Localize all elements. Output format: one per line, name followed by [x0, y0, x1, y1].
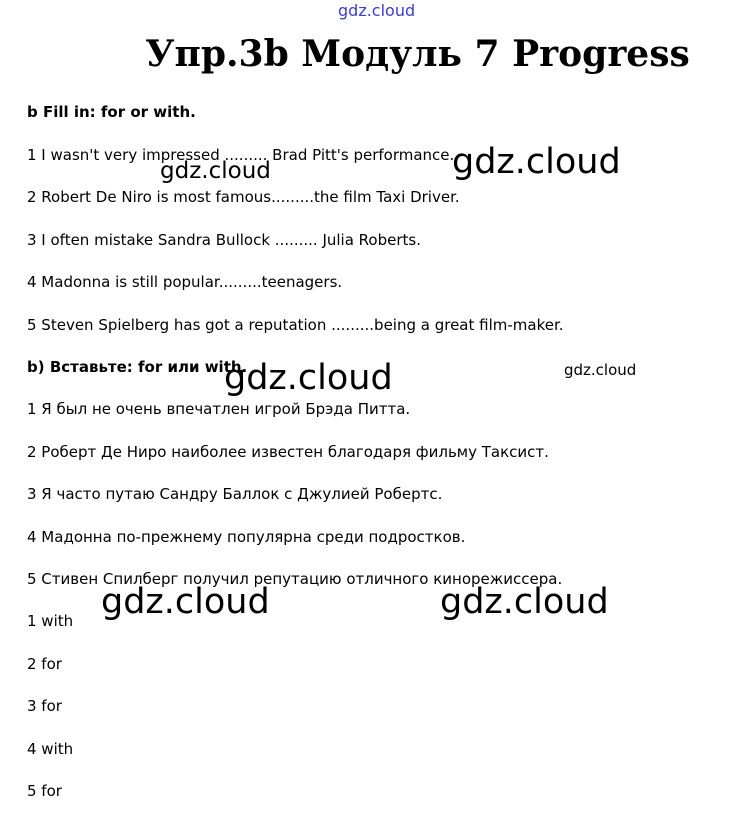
answer-5: 5 for: [27, 782, 62, 800]
english-item-1: 1 I wasn't very impressed ......... Brad Pitt's performance.: [27, 146, 455, 164]
russian-item-3: 3 Я часто путаю Сандру Баллок с Джулией Робертс.: [27, 485, 443, 503]
page-title: Упр.3b Модуль 7 Progress: [145, 33, 690, 75]
answer-1: 1 with: [27, 612, 74, 630]
watermark: gdz.cloud: [101, 582, 270, 622]
watermark-top: gdz.cloud: [338, 1, 416, 20]
english-item-2: 2 Robert De Niro is most famous.........the film Taxi Driver.: [27, 188, 460, 206]
answer-2: 2 for: [27, 655, 62, 673]
english-task-heading: b Fill in: for or with.: [27, 103, 196, 121]
watermark: gdz.cloud: [224, 358, 393, 398]
english-item-3: 3 I often mistake Sandra Bullock ......... Julia Roberts.: [27, 231, 421, 249]
answer-3: 3 for: [27, 697, 62, 715]
russian-item-2: 2 Роберт Де Ниро наиболее известен благодаря фильму Таксист.: [27, 443, 549, 461]
english-item-4: 4 Madonna is still popular.........teenagers.: [27, 273, 343, 291]
watermark: gdz.cloud: [564, 361, 637, 379]
russian-item-5: 5 Стивен Спилберг получил репутацию отличного кинорежиссера.: [27, 570, 563, 588]
watermark: gdz.cloud: [160, 158, 271, 184]
russian-item-1: 1 Я был не очень впечатлен игрой Брэда Питта.: [27, 400, 411, 418]
russian-item-4: 4 Мадонна по-прежнему популярна среди подростков.: [27, 528, 466, 546]
russian-task-heading: b) Вставьте: for или with.: [27, 358, 248, 376]
english-item-5: 5 Steven Spielberg has got a reputation .........being a great film-maker.: [27, 316, 564, 334]
watermark: gdz.cloud: [440, 582, 609, 622]
watermark: gdz.cloud: [452, 142, 621, 182]
answer-4: 4 with: [27, 740, 74, 758]
